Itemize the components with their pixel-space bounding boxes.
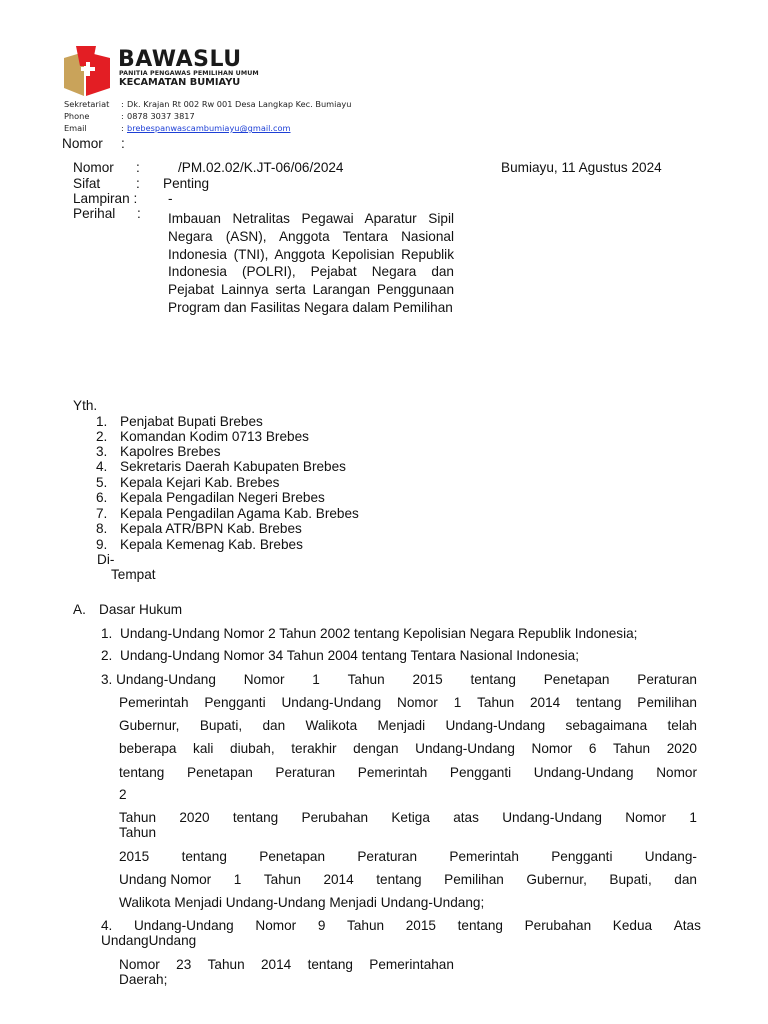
word: Nomor: [255, 918, 297, 933]
word: 3. Undang-Undang: [101, 672, 216, 687]
word: Penetapan: [543, 672, 610, 687]
word: 2015: [405, 918, 436, 933]
law-item-3-line: [119, 765, 697, 780]
law-item-3-line: [119, 872, 697, 887]
word: Undang-Undang: [533, 765, 634, 780]
word: Kedua: [612, 918, 653, 933]
perihal-value: Imbauan Netralitas Pegawai Aparatur Sipil Negara (ASN), Anggota Tentara Nasional Indonesia (TNI), Anggota Kepolisian Republik Indonesia (POLRI), Pejabat Negara dan Pejabat Lainnya serta Larangan Penggunaan Program dan Fasilitas Negara dalam Pemilihan: [168, 211, 454, 315]
nomor-top-sep: :: [121, 136, 125, 151]
word: 2014: [323, 872, 354, 887]
word: Nomor: [531, 741, 573, 756]
list-item-number: 2.: [96, 429, 108, 444]
word: Atas: [673, 918, 701, 933]
list-item-number: 9.: [96, 537, 108, 552]
law-item-3-line: [119, 741, 697, 756]
word: Bupati,: [609, 872, 652, 887]
word: Peraturan: [275, 765, 336, 780]
word: Penetapan: [187, 765, 253, 780]
contact-sep: :: [121, 99, 124, 109]
law-item-4-wrap: UndangUndang: [101, 933, 197, 948]
contact-label-phone: Phone: [64, 111, 90, 121]
word: Tahun: [347, 672, 385, 687]
list-item: [96, 490, 325, 505]
word: 1: [689, 810, 697, 825]
org-subtitle: PANITIA PENGAWAS PEMILIHAN UMUM: [119, 70, 259, 77]
list-item-text: Kepala Pengadilan Negeri Brebes: [120, 490, 325, 505]
word: Pemerintah: [449, 849, 519, 864]
word: Walikota: [305, 718, 358, 733]
word: Pemerintah: [357, 765, 428, 780]
word: Tahun: [119, 810, 157, 825]
word: Ketiga: [391, 810, 430, 825]
word: Gubernur,: [526, 872, 587, 887]
word: 2015: [119, 849, 150, 864]
word: Gubernur,: [119, 718, 180, 733]
law-item-4-wrap: Daerah;: [119, 972, 168, 987]
law-item-number: 2.: [101, 648, 113, 663]
word: dengan: [353, 741, 399, 756]
contact-sep: :: [121, 123, 124, 133]
word: 1: [233, 872, 242, 887]
word: tentang: [119, 765, 165, 780]
law-item-3-wrap: 2: [119, 787, 127, 802]
word: Tahun: [613, 741, 651, 756]
word: Menjadi: [377, 718, 426, 733]
word: terakhir: [291, 741, 337, 756]
list-item-text: Kepala Kejari Kab. Brebes: [120, 475, 280, 490]
word: tentang: [576, 695, 622, 710]
word: Undang Nomor: [119, 872, 212, 887]
word: Pemilihan: [637, 695, 697, 710]
law-item-3-last-line: Walikota Menjadi Undang-Undang Menjadi Undang-Undang;: [119, 895, 485, 910]
word: Pemerintah: [119, 695, 189, 710]
list-item-number: 4.: [96, 459, 108, 474]
word: Penetapan: [259, 849, 326, 864]
word: Undang-: [644, 849, 697, 864]
list-item: [96, 475, 279, 490]
nomor-sep: :: [136, 160, 140, 175]
list-item: [96, 506, 359, 521]
word: tentang: [232, 810, 279, 825]
section-title: Dasar Hukum: [99, 602, 183, 617]
word: sebagaimana: [565, 718, 648, 733]
nomor-top-label: Nomor: [62, 136, 103, 151]
lampiran-label: Lampiran :: [73, 191, 138, 206]
word: dan: [262, 718, 286, 733]
law-item-1: Undang-Undang Nomor 2 Tahun 2002 tentang Kepolisian Negara Republik Indonesia;: [120, 626, 638, 641]
word: Nomor: [243, 672, 285, 687]
list-item-number: 6.: [96, 490, 108, 505]
word: 2015: [412, 672, 443, 687]
list-item: [96, 521, 302, 536]
list-item-number: 3.: [96, 444, 108, 459]
word: tentang: [307, 957, 353, 972]
word: Pengganti: [449, 765, 512, 780]
nomor-label: Nomor: [73, 160, 114, 175]
yth-label: Yth.: [73, 398, 98, 413]
word: 1: [453, 695, 462, 710]
word: Nomor: [119, 957, 160, 972]
word: dan: [674, 872, 697, 887]
law-item-3-line: [119, 695, 697, 710]
list-item-number: 8.: [96, 521, 108, 536]
contact-label-email: Email: [64, 123, 87, 133]
word: 2014: [261, 957, 292, 972]
word: Pengganti: [551, 849, 613, 864]
word: atas: [453, 810, 479, 825]
list-item: [96, 459, 346, 474]
word: diubah,: [230, 741, 275, 756]
law-item-3-line: [119, 810, 697, 825]
word: Tahun: [263, 872, 301, 887]
contact-value-phone: 0878 3037 3817: [127, 111, 195, 121]
word: 2014: [529, 695, 561, 710]
word: tentang: [457, 918, 503, 933]
list-item-text: Penjabat Bupati Brebes: [120, 414, 263, 429]
word: 2020: [666, 741, 697, 756]
word: Bupati,: [199, 718, 243, 733]
word: Tahun: [207, 957, 245, 972]
word: tentang: [181, 849, 227, 864]
list-item-text: Kepala ATR/BPN Kab. Brebes: [120, 521, 302, 536]
contact-label-sekretariat: Sekretariat: [64, 99, 110, 109]
list-item: [96, 537, 303, 552]
word: Tahun: [477, 695, 515, 710]
sifat-value: Penting: [163, 176, 210, 191]
section-letter: A.: [73, 602, 86, 617]
sifat-label: Sifat: [73, 176, 101, 191]
word: beberapa: [119, 741, 177, 756]
list-item-number: 7.: [96, 506, 108, 521]
word: Peraturan: [637, 672, 697, 687]
word: Tahun: [347, 918, 385, 933]
law-item-4-line: [119, 957, 454, 972]
word: Undang-Undang: [133, 918, 234, 933]
list-item: [96, 414, 263, 429]
word: Nomor: [656, 765, 697, 780]
sifat-sep: :: [136, 176, 140, 191]
word: 2020: [179, 810, 210, 825]
word: Perubahan: [524, 918, 592, 933]
lampiran-value: -: [168, 191, 173, 206]
word: tentang: [470, 672, 516, 687]
word: Undang-Undang: [281, 695, 382, 710]
list-item-text: Kepala Kemenag Kab. Brebes: [120, 537, 303, 552]
email-link[interactable]: brebespanwascambumiayu@gmail.com: [127, 123, 291, 133]
word: Nomor: [397, 695, 438, 710]
tempat-label: Tempat: [111, 567, 156, 582]
law-item-2: Undang-Undang Nomor 34 Tahun 2004 tentang Tentara Nasional Indonesia;: [120, 648, 579, 663]
list-item: [96, 444, 221, 459]
letter-date: Bumiayu, 11 Agustus 2024: [501, 160, 662, 175]
list-item-text: Kepala Pengadilan Agama Kab. Brebes: [120, 506, 359, 521]
di-label: Di-: [97, 552, 115, 567]
nomor-value: /PM.02.02/K.JT-06/06/2024: [178, 160, 344, 175]
word: 6: [588, 741, 597, 756]
list-item-number: 1.: [96, 414, 108, 429]
word: 4.: [101, 918, 113, 933]
word: Nomor: [625, 810, 667, 825]
perihal-sep: :: [137, 206, 141, 221]
word: 1: [312, 672, 320, 687]
list-item: [96, 429, 309, 444]
word: 9: [317, 918, 326, 933]
word: tentang: [376, 872, 422, 887]
word: Peraturan: [357, 849, 418, 864]
law-item-3-wrap: Tahun: [119, 825, 157, 840]
list-item-text: Sekretaris Daerah Kabupaten Brebes: [120, 459, 346, 474]
word: telah: [667, 718, 697, 733]
word: Undang-Undang: [502, 810, 602, 825]
org-name: BAWASLU: [118, 47, 242, 72]
contact-sep: :: [121, 111, 124, 121]
word: kali: [193, 741, 214, 756]
org-unit: KECAMATAN BUMIAYU: [119, 77, 241, 88]
word: Undang-Undang: [415, 741, 515, 756]
list-item-text: Komandan Kodim 0713 Brebes: [120, 429, 309, 444]
word: Perubahan: [301, 810, 369, 825]
law-item-3-line: [119, 718, 697, 733]
bawaslu-logo-icon: [62, 44, 112, 96]
law-item-number: 1.: [101, 626, 113, 641]
law-item-3-line: [119, 849, 697, 864]
word: 23: [176, 957, 192, 972]
word: Pemerintahan: [369, 957, 454, 972]
word: Pengganti: [204, 695, 266, 710]
law-item-4-line: [101, 918, 701, 933]
law-item-3-line: [101, 672, 697, 687]
word: Undang-Undang: [445, 718, 546, 733]
perihal-label: Perihal: [73, 206, 116, 221]
word: Pemilihan: [444, 872, 504, 887]
list-item-number: 5.: [96, 475, 108, 490]
contact-value-address: Dk. Krajan Rt 002 Rw 001 Desa Langkap Kec. Bumiayu: [127, 99, 352, 109]
list-item-text: Kapolres Brebes: [120, 444, 221, 459]
